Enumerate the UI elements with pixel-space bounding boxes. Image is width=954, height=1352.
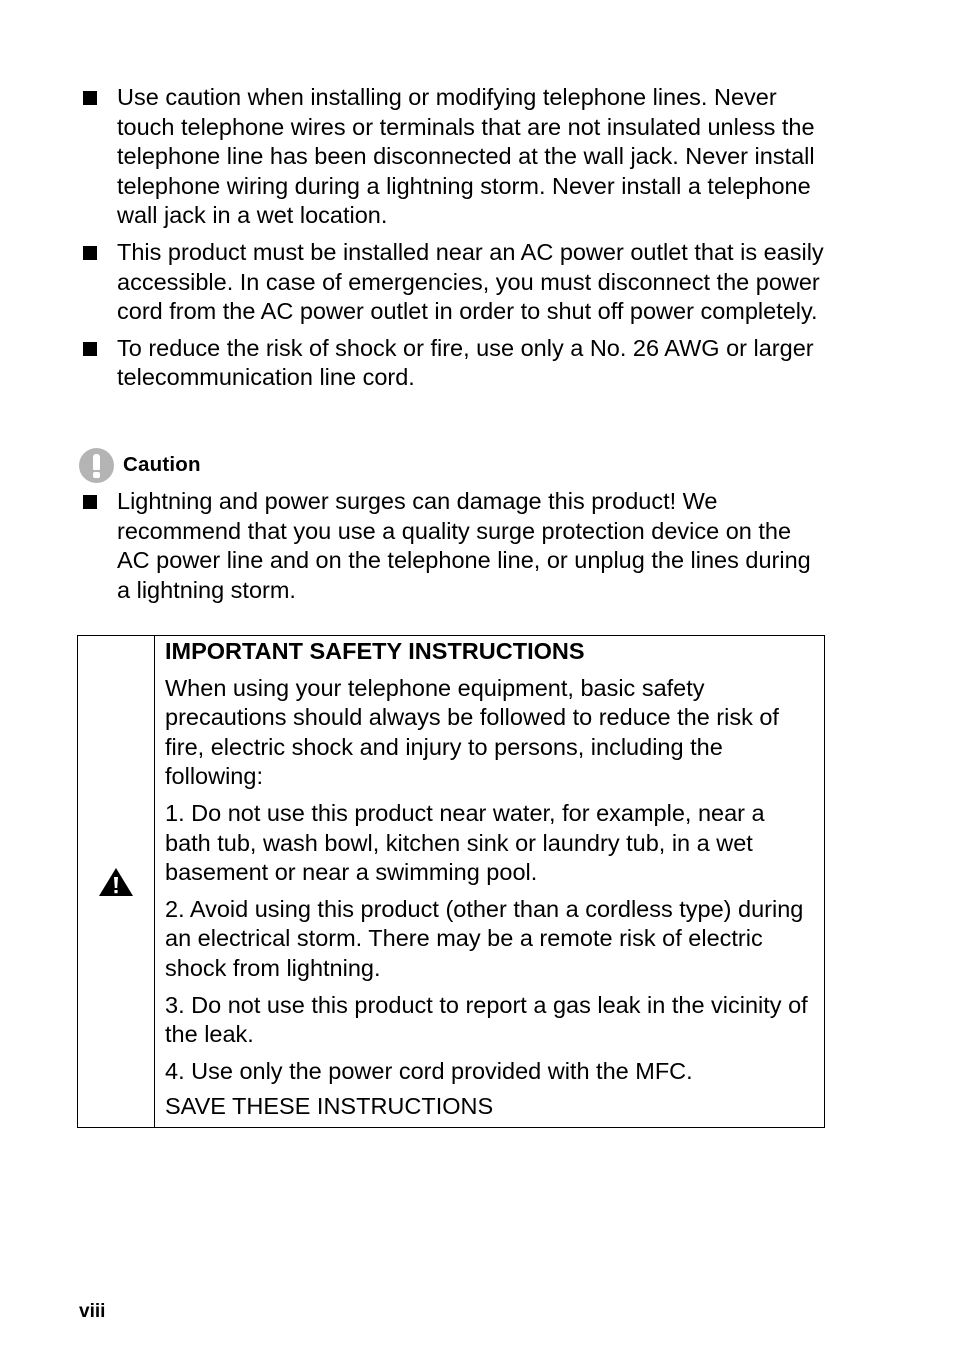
warning-triangle-icon bbox=[98, 867, 134, 897]
square-bullet-icon bbox=[83, 246, 97, 260]
bullet-item bbox=[80, 238, 825, 327]
safety-title: IMPORTANT SAFETY INSTRUCTIONS bbox=[165, 638, 585, 664]
square-bullet-icon bbox=[83, 342, 97, 356]
bullet-text: Use caution when installing or modifying telephone lines. Never touch telephone wires or terminals that are not insulated unless the telephone line has been disconnected at the wall jack. Never install telephone wiring during a lightning storm. Never install a telephone wall jack in a wet location. bbox=[117, 84, 815, 229]
safety-bullet-list bbox=[80, 83, 825, 400]
caution-label: Caution bbox=[123, 453, 201, 476]
safety-item: 3. Do not use this product to report a gas leak in the vicinity of the leak. bbox=[165, 991, 808, 1048]
square-bullet-icon bbox=[83, 91, 97, 105]
safety-text-cell bbox=[155, 636, 824, 1127]
bullet-item bbox=[80, 334, 825, 393]
square-bullet-icon bbox=[83, 495, 97, 509]
safety-footer: SAVE THESE INSTRUCTIONS bbox=[165, 1093, 494, 1120]
warning-icon-cell bbox=[78, 636, 155, 1127]
safety-intro: When using your telephone equipment, basic safety precautions should always be followed to reduce the risk of fire, electric shock and injury to persons, including the following: bbox=[165, 674, 779, 790]
safety-item: 1. Do not use this product near water, for example, near a bath tub, wash bowl, kitchen sink or laundry tub, in a wet basement or near a swimming pool. bbox=[165, 799, 765, 886]
page-number: viii bbox=[79, 1301, 106, 1322]
bullet-text: This product must be installed near an AC power outlet that is easily accessible. In case of emergencies, you must disconnect the power cord from the AC power outlet in order to shut off power completely. bbox=[117, 238, 824, 325]
caution-exclamation-icon bbox=[79, 448, 114, 483]
safety-item: 2. Avoid using this product (other than a cordless type) during an electrical storm. There may be a remote risk of electric shock from lightning. bbox=[165, 895, 804, 981]
bullet-item bbox=[80, 487, 825, 605]
important-safety-instructions-box bbox=[77, 635, 825, 1128]
safety-item: 4. Use only the power cord provided with the MFC. bbox=[165, 1057, 693, 1084]
caution-heading bbox=[79, 447, 201, 483]
bullet-item bbox=[80, 83, 825, 231]
bullet-text: Lightning and power surges can damage this product! We recommend that you use a quality surge protection device on the AC power line and on the telephone line, or unplug the lines during a lightning storm. bbox=[117, 488, 811, 603]
caution-bullet-list bbox=[80, 487, 825, 612]
bullet-text: To reduce the risk of shock or fire, use only a No. 26 AWG or larger telecommunication line cord. bbox=[117, 334, 814, 391]
